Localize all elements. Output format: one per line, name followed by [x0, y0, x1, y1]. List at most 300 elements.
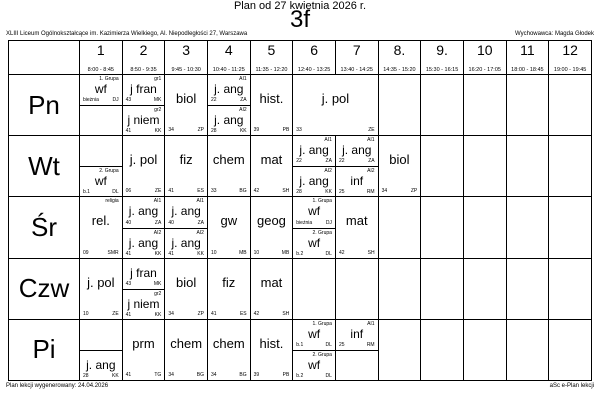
day-header [9, 136, 80, 197]
empty-slot [421, 75, 464, 136]
lesson-teacher: 41 [125, 250, 132, 257]
lesson-bottom-half [80, 166, 122, 197]
day-header [9, 75, 80, 136]
lesson-teacher: bieżnia [83, 97, 99, 104]
lesson-subject: j. ang [171, 204, 201, 219]
lesson-group: AI2 [324, 168, 332, 175]
period-number: 10 [476, 42, 493, 58]
lesson-bottom-half [208, 105, 250, 136]
period-time: 15:30 - 16:15 [425, 67, 459, 74]
lesson-group: AI1 [367, 137, 375, 144]
lesson-group: AI1 [196, 198, 204, 205]
period-header [335, 41, 378, 75]
lesson-teacher: 42 [253, 310, 260, 317]
lesson-top-half [165, 197, 207, 227]
lesson [208, 320, 250, 380]
lesson-top-half [80, 320, 122, 350]
lesson-subject: inf [350, 174, 364, 189]
period-time: 16:20 - 17:05 [468, 67, 501, 74]
lesson-top-half [123, 75, 165, 105]
lesson-group: AI1 [367, 320, 375, 327]
lesson-cell [165, 75, 208, 136]
empty-slot [378, 197, 421, 258]
lesson-subject: wf [94, 82, 107, 97]
lesson-room: ZA [368, 158, 375, 165]
lesson-room: MK [153, 280, 162, 287]
empty-slot [463, 136, 506, 197]
lesson-room: ES [239, 310, 247, 317]
lesson-teacher: 22 [338, 158, 345, 165]
lesson-subject: biol [176, 91, 197, 107]
software-credit: aSc e-Plan lekcji [549, 383, 594, 389]
lesson [293, 75, 377, 135]
lesson-teacher: 42 [338, 249, 345, 256]
lesson-subject: j. pol [129, 152, 158, 168]
lesson-cell [165, 319, 208, 380]
lesson [165, 259, 207, 319]
empty-slot [506, 75, 549, 136]
period-header [378, 41, 421, 75]
day-name: Czw [18, 273, 70, 304]
lesson-subject: wf [308, 357, 321, 372]
lesson-teacher: 34 [210, 372, 217, 378]
lesson-cell [80, 136, 123, 197]
lesson-room: KK [239, 128, 247, 135]
empty-slot [421, 319, 464, 380]
empty-slot [463, 258, 506, 319]
empty-slot [549, 197, 592, 258]
lesson-room: PB [282, 127, 290, 134]
lesson-group: gr1 [154, 76, 162, 83]
lesson-subject: prm [132, 335, 155, 351]
lesson-teacher: 28 [296, 189, 302, 196]
period-header [293, 41, 336, 75]
lesson-subject: j. ang [214, 113, 244, 128]
lesson-teacher: 40 [125, 219, 132, 226]
lesson-teacher: 34 [168, 127, 174, 134]
lesson [208, 136, 250, 196]
lesson-group: gr2 [154, 290, 162, 297]
period-time: 8:00 - 8:45 [87, 67, 114, 74]
lesson-cell [122, 319, 165, 380]
lesson-room: SH [282, 310, 290, 317]
lesson-room: ZA [197, 219, 204, 226]
empty-slot [549, 319, 592, 380]
lesson-cell [250, 75, 293, 136]
period-number: 4 [224, 42, 233, 58]
lesson-bottom-half [293, 350, 335, 381]
lesson-group: AI1 [153, 198, 162, 205]
lesson-group: religia [105, 198, 119, 205]
lesson-teacher: 41 [125, 311, 132, 318]
empty-slot [378, 258, 421, 319]
lesson-subject: mat [260, 152, 283, 168]
lesson-teacher: bieżnia [296, 219, 313, 226]
lesson-subject: wf [308, 235, 321, 250]
lesson-subject: hist. [259, 335, 284, 351]
lesson-room: BG [239, 188, 247, 195]
lesson-subject: wf [308, 204, 321, 219]
lesson-subject: geog [256, 213, 286, 229]
lesson-cell [207, 197, 250, 258]
lesson-group: AI1 [239, 76, 247, 83]
lesson-room: DJ [112, 97, 119, 104]
lesson-room: DJ [325, 219, 332, 226]
lesson-subject: fiz [179, 152, 193, 168]
lesson-teacher: 41 [210, 310, 217, 317]
lesson-cell [207, 136, 250, 197]
lesson-cell [293, 319, 336, 380]
lesson-room: ES [197, 188, 204, 195]
lesson-bottom-half [293, 166, 335, 197]
lesson-teacher: 43 [125, 97, 132, 104]
lesson-room: ZP [197, 310, 204, 317]
lesson [208, 197, 250, 257]
lesson-cell [122, 197, 165, 258]
period-header [506, 41, 549, 75]
lesson [251, 259, 293, 319]
lesson-room: DL [112, 189, 119, 196]
lesson-top-half [80, 136, 122, 166]
lesson-subject: j. ang [128, 204, 159, 219]
lesson-cell [335, 136, 378, 197]
lesson [123, 320, 165, 380]
empty-slot [549, 258, 592, 319]
period-time: 11:35 - 12:20 [255, 67, 288, 74]
empty-slot [378, 319, 421, 380]
day-header [9, 319, 80, 380]
empty-slot [378, 75, 421, 136]
lesson-teacher: b.2 [296, 250, 304, 257]
lesson-teacher: 41 [125, 128, 132, 135]
lesson-top-half [123, 259, 165, 289]
lesson-teacher: 10 [83, 310, 89, 317]
empty-slot [421, 136, 464, 197]
lesson-group: 2. Grupa [312, 229, 332, 236]
lesson [251, 136, 293, 196]
lesson-room: SH [282, 188, 290, 195]
lesson-top-half [336, 136, 378, 166]
lesson-room: DL [325, 341, 332, 348]
lesson-cell [207, 258, 250, 319]
lesson-room: KK [154, 311, 162, 318]
lesson-subject: j niem [127, 113, 160, 128]
lesson-teacher: 41 [168, 250, 174, 257]
empty-slot [549, 136, 592, 197]
lesson-room: RM [366, 341, 375, 348]
lesson-cell [165, 258, 208, 319]
lesson-subject: chem [212, 335, 245, 351]
lesson-subject: biol [389, 152, 410, 168]
lesson-subject: j. ang [342, 143, 372, 158]
lesson-group: 2. Grupa [312, 351, 332, 358]
lesson-cell [165, 136, 208, 197]
lesson-teacher: 06 [125, 188, 132, 195]
lesson-bottom-half [80, 350, 122, 381]
lesson-teacher: 40 [168, 219, 174, 226]
plan-date-title: Plan od 27 kwietnia 2026 r. [233, 0, 367, 12]
lesson-teacher: 43 [125, 280, 132, 287]
lesson-cell [250, 258, 293, 319]
lesson-cell [207, 319, 250, 380]
lesson-subject: j. ang [299, 174, 329, 189]
period-header [463, 41, 506, 75]
period-header [549, 41, 592, 75]
lesson-top-half [208, 75, 250, 105]
lesson-top-half [80, 75, 122, 105]
day-name: Wt [28, 150, 60, 181]
lesson-group: AI2 [196, 229, 204, 236]
period-number: 11 [520, 42, 535, 58]
lesson-cell [250, 197, 293, 258]
lesson-subject: gw [220, 213, 238, 229]
lesson-teacher: 34 [381, 188, 388, 195]
period-time: 12:40 - 13:25 [297, 67, 331, 74]
lesson-teacher: 09 [83, 249, 89, 256]
lesson-subject: j fran [130, 82, 157, 97]
generated-date: Plan lekcji wygenerowany: 24.04.2026 [6, 383, 109, 389]
empty-slot [506, 258, 549, 319]
lesson-subject: wf [94, 174, 107, 189]
lesson-cell [378, 136, 421, 197]
lesson-cell [80, 319, 123, 380]
lesson-room: DL [325, 250, 332, 257]
empty-slot [506, 319, 549, 380]
period-time: 19:00 - 19:45 [553, 67, 587, 74]
lesson-subject: mat [345, 213, 368, 229]
lesson-room: ZE [112, 310, 119, 317]
timetable-grid [8, 40, 592, 381]
lesson-room: DL [325, 373, 332, 379]
lesson-subject: j niem [127, 296, 160, 311]
lesson-subject: chem [212, 152, 245, 168]
lesson-subject: hist. [259, 91, 284, 107]
lesson-cell [80, 258, 123, 319]
lesson-room: RM [366, 189, 375, 196]
lesson-room: KK [154, 250, 162, 257]
lesson-subject: j. pol [87, 274, 115, 290]
empty-slot [335, 258, 378, 319]
lesson-subject: fiz [222, 274, 236, 290]
lesson-subject: chem [170, 335, 203, 351]
lesson-room: SH [367, 249, 375, 256]
lesson-group: AI2 [153, 229, 162, 236]
lesson-cell [122, 258, 165, 319]
lesson-subject: j. pol [321, 91, 350, 107]
lesson-subject: j. ang [128, 235, 159, 250]
period-time: 8:50 - 9:35 [130, 67, 157, 74]
lesson-teacher: 28 [210, 128, 217, 135]
lesson-teacher: 34 [168, 310, 174, 317]
lesson-top-half [293, 136, 335, 166]
lesson [165, 136, 207, 196]
lesson [251, 320, 293, 380]
lesson-teacher: 39 [253, 372, 260, 378]
lesson [208, 259, 250, 319]
lesson-bottom-half [165, 228, 207, 259]
lesson-group: 1. Grupa [312, 320, 332, 327]
lesson-room: MK [153, 97, 162, 104]
period-number: 5 [267, 42, 276, 58]
lesson-bottom-half [123, 105, 165, 136]
day-header [9, 197, 80, 258]
lesson-teacher: 42 [253, 188, 260, 195]
lesson-teacher: 10 [253, 249, 260, 256]
period-header [250, 41, 293, 75]
lesson-teacher: 34 [168, 372, 174, 378]
empty-slot [549, 75, 592, 136]
period-header [207, 41, 250, 75]
period-number: 8. [393, 42, 406, 58]
period-number: 9. [436, 42, 448, 58]
lesson-cell [80, 75, 123, 136]
lesson-room: BG [239, 372, 247, 378]
lesson-bottom-half [336, 166, 378, 197]
lesson [123, 136, 165, 196]
period-number: 12 [562, 42, 578, 58]
lesson-top-half [293, 320, 335, 350]
period-header [122, 41, 165, 75]
lesson-cell [293, 75, 378, 136]
period-time: 14:35 - 15:20 [383, 67, 416, 74]
lesson-bottom-half [123, 289, 165, 320]
lesson-cell [122, 75, 165, 136]
school-address: XLIII Liceum Ogólnokształcące im. Kazimierza Wielkiego, Al. Niepodległości 27, Warszawa [6, 31, 248, 37]
lesson-subject: j. ang [171, 235, 201, 250]
lesson-room: ZA [240, 97, 247, 104]
lesson-cell [335, 319, 378, 380]
lesson-room: PB [282, 372, 290, 378]
lesson-room: ZP [410, 188, 418, 195]
lesson-teacher: 28 [83, 373, 89, 379]
day-name: Śr [31, 212, 57, 243]
lesson-cell [335, 197, 378, 258]
lesson-cell [207, 75, 250, 136]
grid-corner [9, 41, 80, 75]
empty-slot [506, 197, 549, 258]
lesson-room: KK [325, 189, 332, 196]
day-header [9, 258, 80, 319]
empty-slot [463, 197, 506, 258]
period-number: 1 [96, 42, 105, 58]
lesson-subject: wf [308, 326, 321, 341]
lesson [379, 136, 421, 196]
lesson-subject: j. ang [299, 143, 329, 158]
lesson-top-half [293, 197, 335, 227]
lesson-bottom-half [336, 350, 378, 381]
period-number: 3 [182, 42, 191, 58]
lesson-cell [250, 136, 293, 197]
lesson [80, 259, 122, 319]
lesson-room: ZA [154, 219, 162, 226]
lesson-bottom-half [123, 228, 165, 259]
empty-slot [421, 197, 464, 258]
period-time: 10:40 - 11:25 [212, 67, 245, 74]
lesson-subject: inf [350, 326, 364, 341]
lesson-subject: j. ang [214, 82, 244, 97]
lesson-subject: biol [176, 274, 197, 290]
lesson-subject: mat [260, 274, 283, 290]
period-header [80, 41, 123, 75]
day-name: Pi [32, 334, 56, 365]
period-header [165, 41, 208, 75]
lesson-teacher: b.2 [296, 373, 304, 379]
lesson-teacher: b.1 [296, 341, 304, 348]
lesson-cell [122, 136, 165, 197]
lesson-cell [293, 197, 336, 258]
lesson-teacher: 22 [210, 97, 217, 104]
period-time: 18:00 - 18:45 [511, 67, 544, 74]
lesson-room: MB [281, 249, 290, 256]
lesson-group: AI1 [324, 137, 332, 144]
lesson-room: KK [197, 250, 204, 257]
lesson-subject: rel. [91, 213, 110, 229]
period-header [421, 41, 464, 75]
lesson-teacher: 41 [125, 372, 132, 378]
lesson-room: SMR [107, 249, 119, 256]
lesson-subject: j fran [130, 265, 157, 280]
period-number: 6 [310, 42, 318, 58]
lesson-top-half [123, 197, 165, 227]
period-number: 2 [139, 42, 148, 58]
lesson-subject: j. ang [86, 357, 116, 372]
lesson [165, 320, 207, 380]
lesson [251, 197, 293, 257]
lesson-teacher: 10 [210, 249, 217, 256]
empty-slot [293, 258, 336, 319]
lesson-room: ZE [154, 188, 162, 195]
lesson-teacher: 22 [296, 158, 302, 165]
lesson-top-half [336, 320, 378, 350]
lesson-room: MB [239, 249, 247, 256]
lesson-room: KK [154, 128, 162, 135]
lesson-room: TG [154, 372, 162, 378]
empty-slot [421, 258, 464, 319]
empty-slot [463, 319, 506, 380]
lesson-group: 1. Grupa [99, 76, 119, 83]
lesson-group: 1. Grupa [312, 198, 332, 205]
lesson-teacher: 33 [210, 188, 217, 195]
empty-slot [506, 136, 549, 197]
lesson-cell [293, 136, 336, 197]
class-name-heading: 3f [289, 6, 310, 33]
empty-slot [463, 75, 506, 136]
period-time: 9:45 - 10:30 [171, 67, 201, 74]
lesson-teacher: 33 [296, 127, 302, 134]
lesson-room: KK [111, 373, 119, 379]
lesson-bottom-half [293, 228, 335, 259]
lesson-teacher: 39 [253, 127, 260, 134]
lesson-cell [80, 197, 123, 258]
lesson [165, 75, 207, 135]
lesson-room: BG [196, 372, 204, 378]
lesson-room: ZP [197, 127, 204, 134]
lesson [80, 197, 122, 257]
lesson-bottom-half [80, 105, 122, 136]
lesson-group: 2. Grupa [99, 168, 119, 175]
lesson-teacher: b.1 [83, 189, 90, 196]
lesson-group: gr2 [154, 107, 162, 114]
lesson-teacher: 25 [338, 189, 345, 196]
lesson-teacher: 41 [168, 188, 174, 195]
homeroom-teacher: Wychowawca: Magda Głodek [515, 31, 594, 37]
lesson [336, 197, 378, 257]
lesson-cell [250, 319, 293, 380]
lesson-room: ZE [368, 127, 375, 134]
lesson-cell [165, 197, 208, 258]
period-number: 7 [352, 42, 361, 58]
lesson-room: ZA [325, 158, 332, 165]
